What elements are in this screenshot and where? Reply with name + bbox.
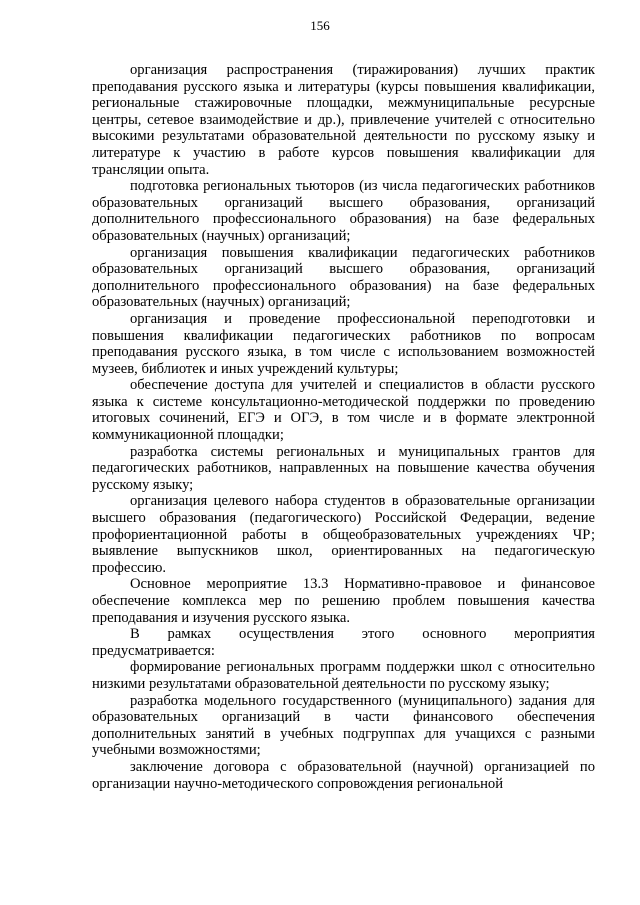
paragraph-tutor-training: подготовка региональных тьюторов (из числа педагогических работников образовательных организаций высшего образования, организаций дополнительного профессионального образования) на базе федеральных образовательных (научных) организаций;: [92, 178, 595, 244]
body-text: [92, 62, 595, 792]
paragraph-qualification-improvement: организация повышения квалификации педагогических работников образовательных организаций высшего образования, организаций дополнительного профессионального образования) на базе федеральных образовательных (научных) организаций;: [92, 244, 595, 311]
page-number: 156: [310, 18, 330, 33]
paragraph-consulting-support: обеспечение доступа для учителей и специалистов в области русского языка к системе консультационно-методической поддержки по проведению итоговых сочинений, ЕГЭ и ОГЭ, в том числе и в формате электронной коммуникационной площадки;: [92, 377, 595, 444]
paragraph-grants-system: разработка системы региональных и муниципальных грантов для педагогических работников, направленных на повышение качества обучения русскому языку;: [92, 443, 595, 493]
paragraph-model-assignment: разработка модельного государственного (муниципального) задания для образовательных организаций в части финансового обеспечения дополнительных занятий в учебных подгруппах для учащихся с разными учебными возможностями;: [92, 692, 595, 759]
paragraph-professional-retraining: организация и проведение профессиональной переподготовки и повышения квалификации педагогических работников по вопросам преподавания русского языка, в том числе с использованием возможностей музеев, библиотек и иных учреждений культуры;: [92, 310, 595, 377]
paragraph-dissemination-practices: организация распространения (тиражирования) лучших практик преподавания русского языка и литературы (курсы повышения квалификации, региональные стажировочные площадки, межмуниципальные ресурсные центры, сетевое взаимодействие и др.), привлечение учителей с относительно высокими результатами образовательной деятельности по русскому языку и литературе к участию в работе курсов повышения квалификации для трансляции опыта.: [92, 62, 595, 178]
paragraph-contract-conclusion: заключение договора с образовательной (научной) организацией по организации научно-методического сопровождения региональной: [92, 758, 595, 792]
paragraph-targeted-enrollment: организация целевого набора студентов в образовательные организации высшего образования (педагогического) Российской Федерации, ведение профориентационной работы в общеобразовательных учреждениях ЧР; выявление выпускников школ, ориентированных на педагогическую профессию.: [92, 493, 595, 576]
paragraph-main-activity-13-3: Основное мероприятие 13.3 Нормативно-правовое и финансовое обеспечение комплекса мер по решению проблем повышения качества преподавания и изучения русского языка.: [92, 576, 595, 626]
paragraph-regional-programs: формирование региональных программ поддержки школ с относительно низкими результатами образовательной деятельности по русскому языку;: [92, 659, 595, 692]
paragraph-activity-provisions: В рамках осуществления этого основного мероприятия предусматривается:: [92, 626, 595, 659]
